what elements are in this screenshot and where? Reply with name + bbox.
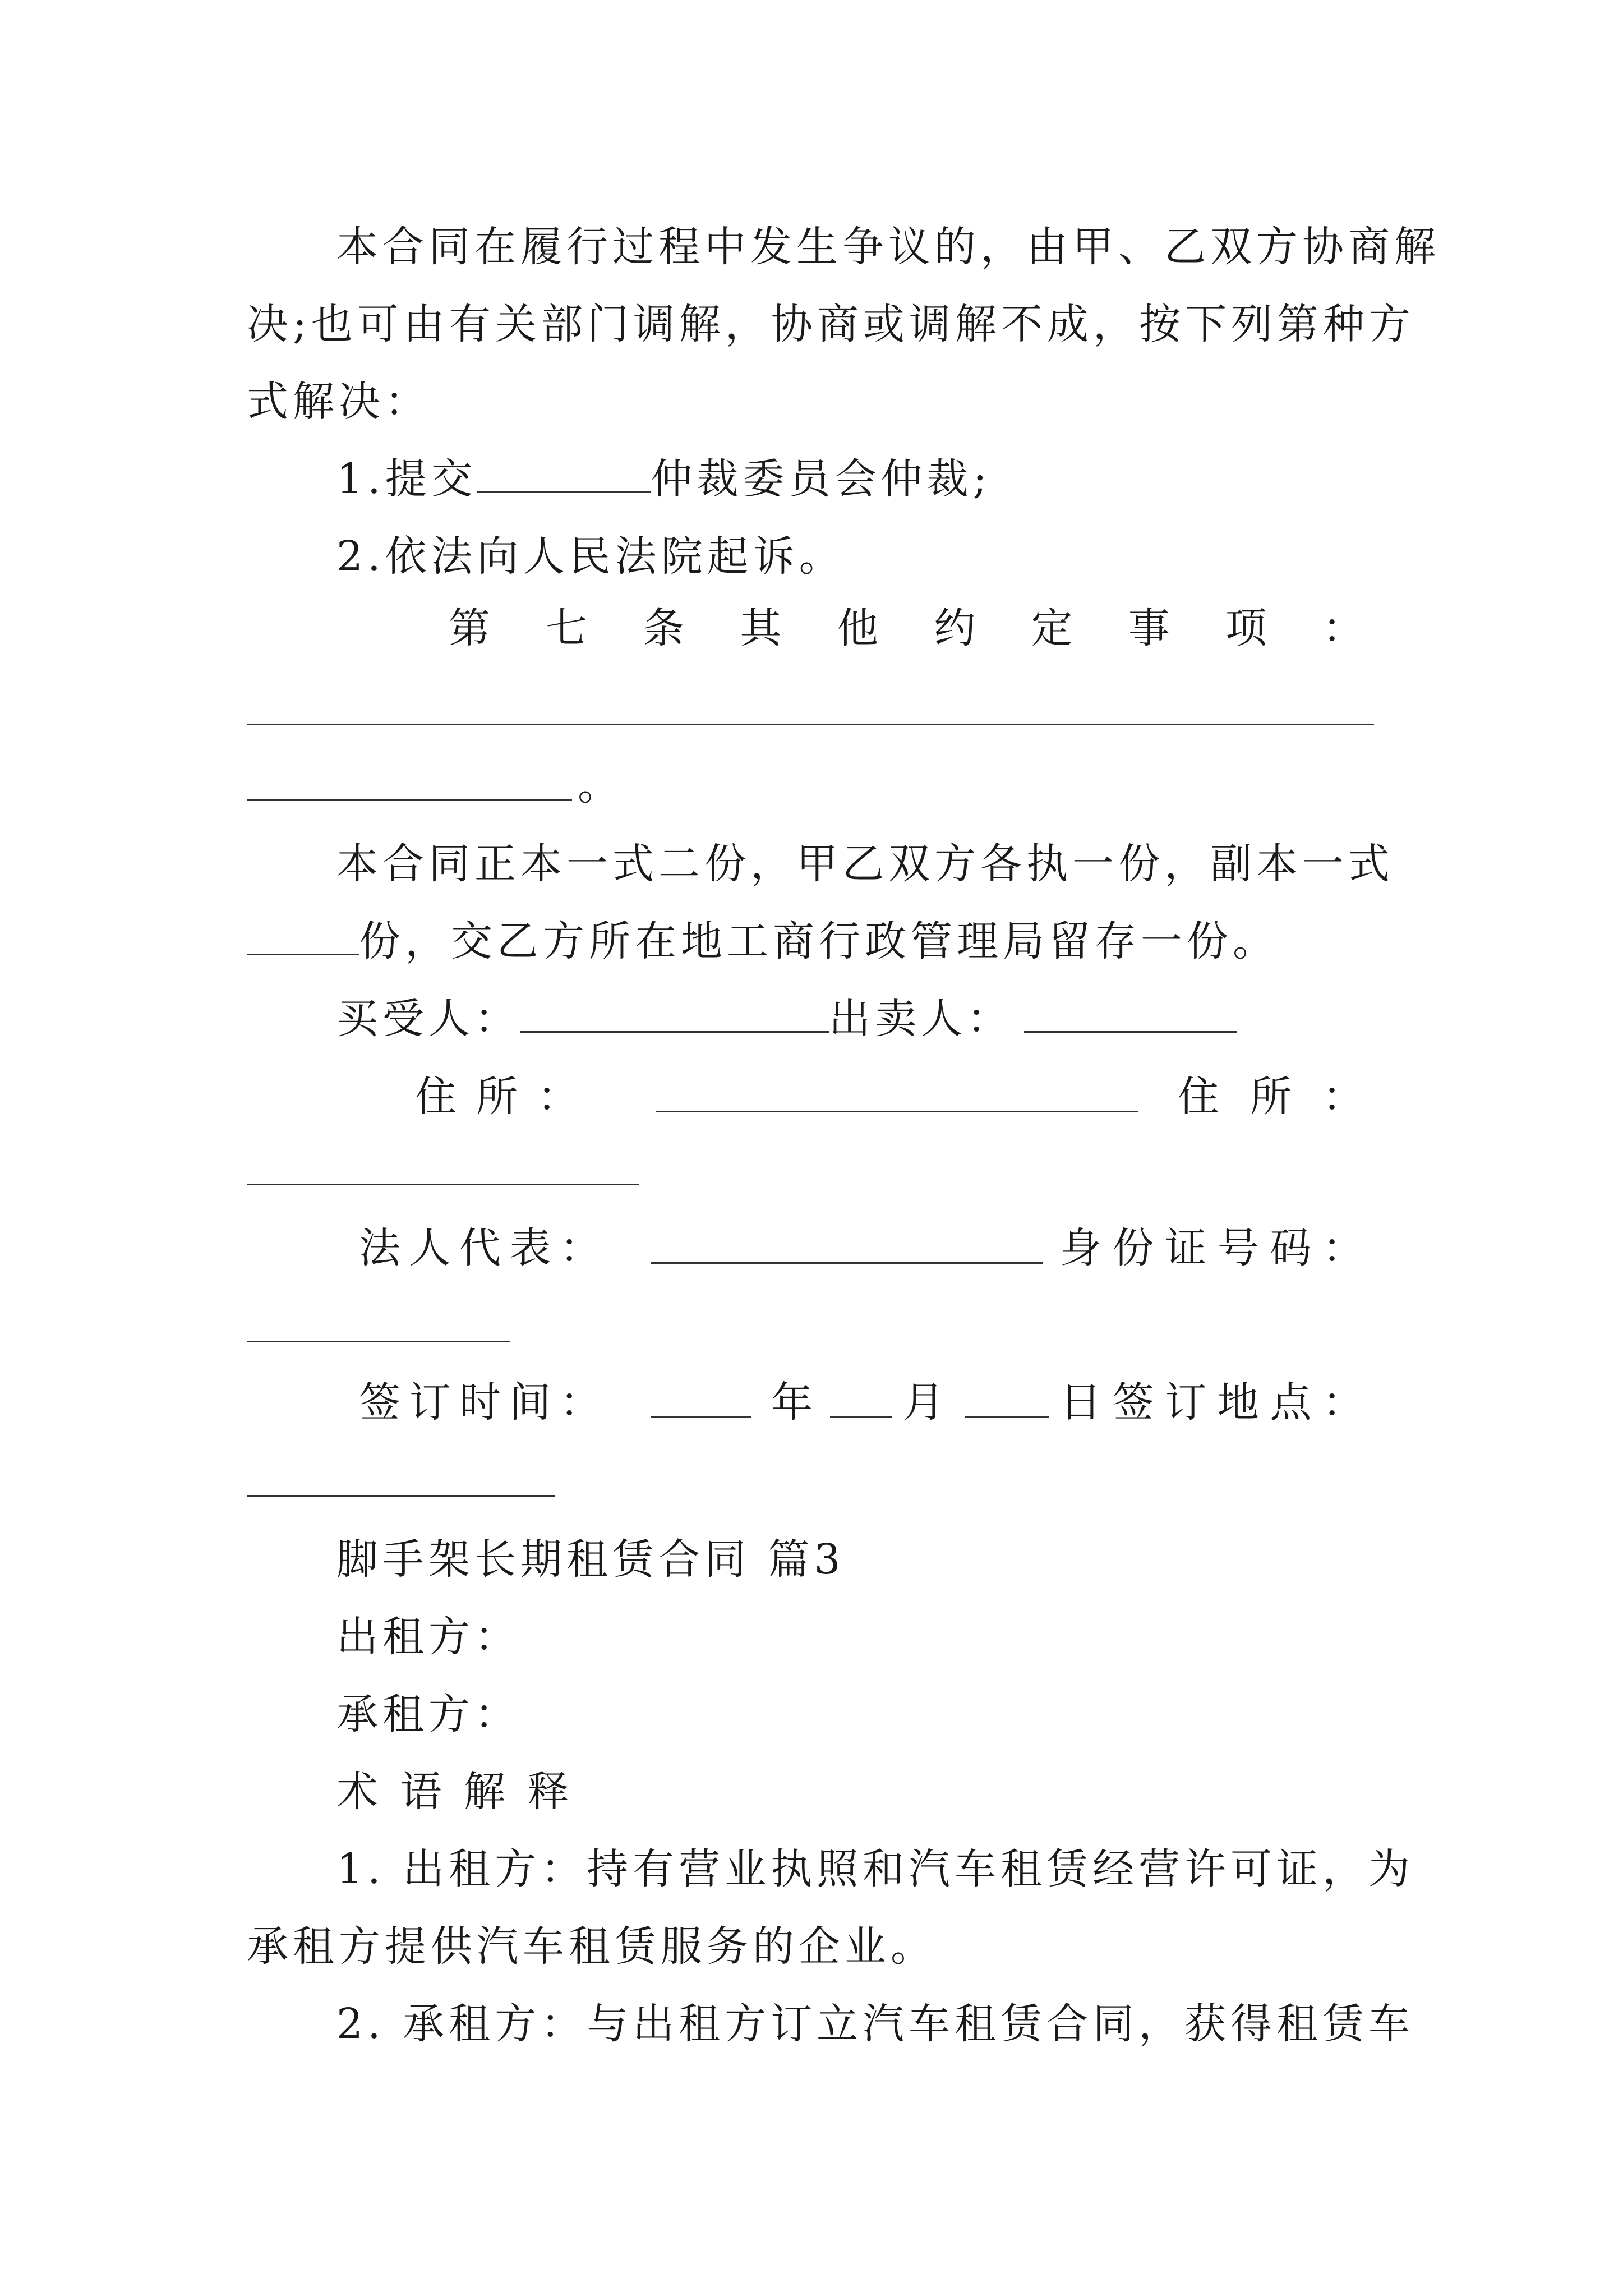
dispute-line-2: 决;也可由有关部门调解，协商或调解不成，按下列第种方 — [247, 300, 1415, 348]
signing-time-label — [359, 1369, 606, 1436]
term-1-line-1: 1. 出租方：持有营业执照和汽车租赁经营许可证，为 — [336, 1845, 1415, 1893]
legal-rep-char: 表 — [509, 1224, 556, 1272]
signing-time-char: ： — [560, 1378, 606, 1427]
article-7-end-mark: 。 — [578, 761, 624, 809]
buyer-label: 买受人： — [336, 995, 520, 1043]
buyer-seller-row — [336, 985, 1380, 1052]
legal-rep-label — [359, 1214, 606, 1282]
day-place-char: 签 — [1112, 1378, 1159, 1427]
id-char: 份 — [1112, 1224, 1159, 1272]
option-1-prefix: 1.提交 — [336, 455, 477, 503]
article-7-char: ： — [1322, 604, 1368, 652]
address-char: 所 — [476, 1073, 522, 1121]
terms-heading: 术 语 解 释 — [336, 1768, 574, 1816]
copies-line-2 — [247, 908, 1380, 975]
address-char: 住 — [1178, 1073, 1224, 1121]
seller-address-blank[interactable] — [247, 1184, 639, 1185]
signing-place-blank[interactable] — [247, 1495, 555, 1497]
legal-rep-char: ： — [560, 1224, 606, 1272]
month-blank[interactable] — [830, 1416, 892, 1418]
day-place-char: ： — [1322, 1378, 1368, 1427]
year-label: 年 — [771, 1378, 817, 1427]
arbitration-blank[interactable] — [477, 452, 651, 493]
buyer-name-blank[interactable] — [520, 992, 829, 1033]
signing-time-char: 签 — [359, 1378, 405, 1427]
day-blank[interactable] — [965, 1416, 1049, 1418]
address-char: 住 — [415, 1073, 461, 1121]
article-7-char: 定 — [1031, 604, 1077, 652]
article-7-heading — [449, 595, 1368, 662]
option-1-suffix: 仲裁委员会仲裁; — [651, 455, 992, 503]
article-7-char: 第 — [449, 604, 495, 652]
day-place-char: 订 — [1165, 1378, 1211, 1427]
copies-line-1: 本合同正本一式二份，甲乙双方各执一份，副本一式 — [336, 840, 1394, 888]
copies-count-blank[interactable] — [247, 914, 359, 955]
buyer-address-blank[interactable] — [656, 1111, 1138, 1112]
dispute-line-3: 式解决： — [247, 378, 431, 426]
day-place-char: 点 — [1270, 1378, 1316, 1427]
article-7-char: 事 — [1128, 604, 1174, 652]
day-place-char: 日 — [1060, 1378, 1106, 1427]
address-char: ： — [1322, 1073, 1368, 1121]
term-1-line-2: 承租方提供汽车租赁服务的企业。 — [247, 1922, 937, 1971]
day-place-char: 地 — [1217, 1378, 1264, 1427]
id-number-label — [1060, 1214, 1368, 1282]
legal-rep-char: 代 — [459, 1224, 505, 1272]
lessee-label: 承租方： — [336, 1690, 520, 1738]
lessor-label: 出租方： — [336, 1613, 520, 1661]
signing-time-char: 订 — [409, 1378, 455, 1427]
article-7-char: 约 — [934, 604, 980, 652]
month-label: 月 — [903, 1378, 949, 1427]
signing-time-char: 间 — [509, 1378, 556, 1427]
id-char: 身 — [1060, 1224, 1106, 1272]
other-matters-blank-line-1[interactable] — [247, 724, 1374, 725]
year-blank[interactable] — [651, 1416, 751, 1418]
legal-rep-blank[interactable] — [651, 1262, 1043, 1264]
legal-rep-char: 法 — [359, 1224, 405, 1272]
copies-line-2-text: 份，交乙方所在地工商行政管理局留存一份。 — [359, 917, 1279, 965]
article-7-char: 项 — [1225, 604, 1271, 652]
dispute-line-1: 本合同在履行过程中发生争议的，由甲、乙双方协商解 — [336, 223, 1440, 271]
seller-label: 出卖人： — [829, 995, 1013, 1043]
address-char: 所 — [1250, 1073, 1296, 1121]
article-7-char: 条 — [643, 604, 689, 652]
article-7-char: 七 — [546, 604, 592, 652]
signing-time-char: 时 — [459, 1378, 505, 1427]
id-char: ： — [1322, 1224, 1368, 1272]
seller-name-blank[interactable] — [1024, 992, 1237, 1033]
buyer-address-label — [415, 1063, 583, 1130]
seller-address-label — [1178, 1063, 1368, 1130]
option-2: 2.依法向人民法院起诉。 — [336, 532, 845, 581]
section-3-title: 脚手架长期租赁合同 篇3 — [336, 1535, 845, 1584]
other-matters-blank-line-2[interactable] — [247, 799, 572, 801]
id-char: 号 — [1217, 1224, 1264, 1272]
term-2-line-1: 2. 承租方：与出租方订立汽车租赁合同，获得租赁车 — [336, 2000, 1415, 2048]
address-char: ： — [537, 1073, 583, 1121]
id-char: 码 — [1270, 1224, 1316, 1272]
day-place-label — [1060, 1369, 1368, 1436]
id-char: 证 — [1165, 1224, 1211, 1272]
article-7-char: 他 — [837, 604, 883, 652]
article-7-char: 其 — [740, 604, 786, 652]
id-number-blank[interactable] — [247, 1341, 510, 1342]
legal-rep-char: 人 — [409, 1224, 455, 1272]
option-1 — [336, 445, 1380, 513]
